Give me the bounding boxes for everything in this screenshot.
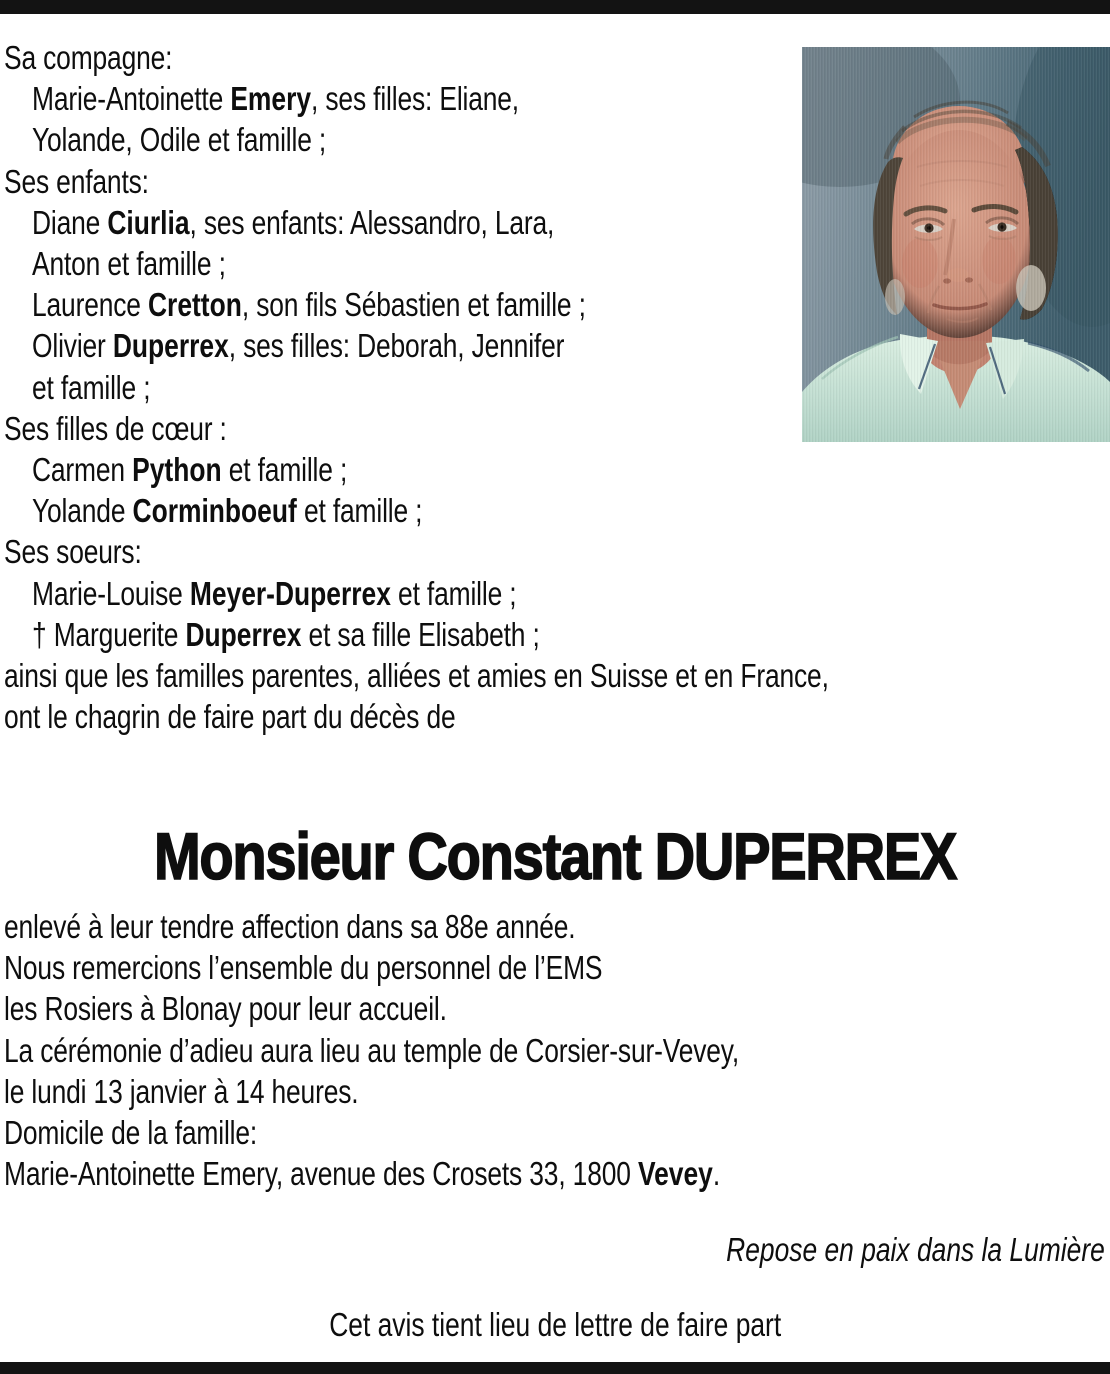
text-line (0, 906, 1110, 947)
family-name-bold: Corminboeuf (132, 492, 297, 530)
text-segment: Ses filles de cœur : (4, 409, 227, 447)
text-line (0, 490, 1110, 531)
text-line (0, 284, 1110, 325)
text-segment: enlevé à leur tendre affection dans sa 88e année. (4, 908, 576, 945)
text-segment: Ses enfants: (4, 162, 149, 200)
text-segment: . (712, 1155, 720, 1193)
text-segment: le lundi 13 janvier à 14 heures. (4, 1072, 359, 1110)
ceremony-details (0, 906, 1110, 1194)
text-segment: et famille ; (32, 368, 151, 406)
text-segment: , son fils Sébastien et famille ; (241, 286, 586, 324)
text-segment: et famille ; (221, 451, 348, 489)
text-segment: , ses filles: Deborah, Jennifer (228, 327, 565, 365)
text-line (0, 573, 1110, 614)
text-segment: ainsi que les familles parentes, alliées et amies en Suisse et en France, (4, 657, 829, 695)
text-segment: Marie-Louise (32, 574, 190, 612)
text-segment: et sa fille Elisabeth ; (301, 615, 540, 653)
text-segment: Marie-Antoinette Emery, avenue des Crosets 33, 1800 (4, 1155, 638, 1193)
text-segment: , ses filles: Eliane, (311, 80, 519, 118)
family-name-bold: Vevey (637, 1155, 713, 1193)
bottom-border-bar (0, 1362, 1110, 1374)
text-line (0, 449, 1110, 490)
family-name-bold: Meyer-Duperrex (189, 574, 391, 612)
text-line (0, 1112, 1110, 1153)
text-segment: Nous remercions l’ensemble du personnel de l’EMS (4, 949, 603, 987)
text-segment: Diane (32, 203, 108, 241)
family-name-bold: Emery (230, 80, 312, 118)
family-name-bold: Duperrex (112, 327, 229, 365)
text-line (0, 161, 1110, 202)
family-name-bold: Duperrex (185, 615, 302, 653)
text-line (0, 1071, 1110, 1112)
text-line (0, 696, 1110, 737)
family-name-bold: Cretton (147, 286, 242, 324)
text-segment: Yolande (32, 492, 133, 530)
text-segment: , ses enfants: Alessandro, Lara, (189, 203, 555, 241)
deceased-name-title: Monsieur Constant DUPERREX (153, 819, 957, 894)
text-line (0, 119, 1110, 160)
text-segment: et famille ; (390, 574, 517, 612)
closing-line (0, 1304, 1110, 1345)
text-segment: et famille ; (296, 492, 423, 530)
epitaph-text: Repose en paix dans la Lumière (726, 1231, 1105, 1268)
text-line (0, 614, 1110, 655)
text-segment: Laurence (32, 286, 148, 324)
text-segment: Domicile de la famille: (4, 1114, 258, 1152)
epitaph-line (0, 1229, 1110, 1270)
text-segment: ont le chagrin de faire part du décès de (4, 698, 456, 736)
text-segment: Sa compagne: (4, 39, 173, 76)
text-line (0, 408, 1110, 449)
text-segment: Carmen (32, 451, 133, 489)
text-line (0, 655, 1110, 696)
text-segment: † Marguerite (32, 615, 186, 653)
text-segment: Olivier (32, 327, 113, 365)
text-line (0, 78, 1110, 119)
text-segment: La cérémonie d’adieu aura lieu au temple de Corsier-sur-Vevey, (4, 1031, 740, 1069)
text-segment: les Rosiers à Blonay pour leur accueil. (4, 990, 447, 1028)
text-line (0, 531, 1110, 572)
family-name-bold: Python (132, 451, 222, 489)
text-line (0, 947, 1110, 988)
top-border-bar (0, 0, 1110, 14)
text-line (0, 243, 1110, 284)
text-segment: Marie-Antoinette (32, 80, 231, 118)
text-line (0, 1030, 1110, 1071)
text-segment: Yolande, Odile et famille ; (32, 121, 327, 159)
text-segment: Ses soeurs: (4, 533, 142, 571)
text-line (0, 325, 1110, 366)
closing-text: Cet avis tient lieu de lettre de faire part (329, 1306, 782, 1343)
text-line (0, 37, 1110, 78)
text-line (0, 367, 1110, 408)
text-line (0, 988, 1110, 1029)
family-name-bold: Ciurlia (107, 203, 190, 241)
family-list (0, 37, 1110, 737)
text-line (0, 202, 1110, 243)
text-line (0, 1153, 1110, 1194)
text-segment: Anton et famille ; (32, 245, 226, 283)
